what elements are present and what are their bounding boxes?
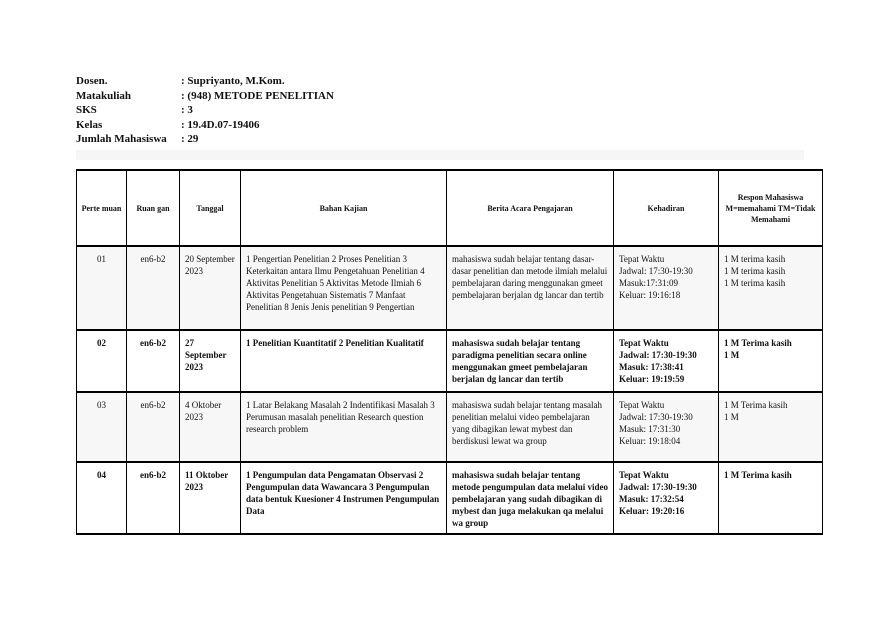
kehadiran-jadwal: Jadwal: 17:30-19:30 (619, 412, 693, 422)
cell-tanggal: 4 Oktober 2023 (180, 392, 241, 462)
cell-bahan-kajian: 1 Pengumpulan data Pengamatan Observasi 2 Pengumpulan data Wawancara 3 Pengumpulan data bentuk Kuesioner 4 Instrumen Pengumpulan Data (241, 462, 447, 534)
header-value: : (948) METODE PENELITIAN (181, 89, 334, 102)
respon-line: 1 M Terima kasih (724, 470, 792, 480)
respon-line: 1 M Terima kasih (724, 338, 792, 348)
col-header-respon: Respon Mahasiswa M=memahami TM=Tidak Memahami (719, 170, 823, 246)
kehadiran-keluar: Keluar: 19:19:59 (619, 374, 685, 384)
header-value: : 19.4D.07-19406 (181, 118, 260, 131)
cell-ruangan: en6-b2 (127, 246, 180, 330)
table-row (77, 392, 823, 462)
col-header-berita-acara: Berita Acara Pengajaran (447, 170, 614, 246)
cell-tanggal: 27 September 2023 (180, 330, 241, 392)
header-label: Dosen. (76, 75, 108, 87)
cell-bahan-kajian: 1 Pengertian Penelitian 2 Proses Penelitian 3 Keterkaitan antara Ilmu Pengetahuan Penelitian 4 Aktivitas Penelitian 5 Aktivitas Metode Ilmiah 6 Aktivitas Pengetahuan Sistematis 7 Manfaat Penelitian 8 Jenis Jenis penelitian 9 Pengertian (241, 246, 447, 330)
respon-line: 1 M terima kasih (724, 254, 786, 264)
header-row-dosen (76, 74, 334, 89)
kehadiran-jadwal: Jadwal: 17:30-19:30 (619, 266, 693, 276)
kehadiran-masuk: Masuk: 17:31:30 (619, 424, 681, 434)
cell-berita-acara: mahasiswa sudah belajar tentang masalah penelitian melalui video pembelajaran yang dibagikan lewat mybest dan berdiskusi lewat wa group (447, 392, 614, 462)
course-header (76, 74, 334, 147)
cell-pertemuan: 01 (77, 246, 127, 330)
header-label: Matakuliah (76, 89, 132, 102)
cell-berita-acara: mahasiswa sudah belajar tentang metode pengumpulan data melalui video pembelajaran yang sudah dibagikan di mybest dan juga melakukan qa melalui wa group (447, 462, 614, 534)
kehadiran-masuk: Masuk:17:31:09 (619, 278, 679, 288)
header-row-sks (76, 103, 334, 118)
table-row (77, 330, 823, 392)
col-header-ruangan: Ruan gan (127, 170, 180, 246)
kehadiran-jadwal: Jadwal: 17:30-19:30 (619, 350, 697, 360)
header-label: Jumlah Mahasiswa (76, 133, 167, 146)
cell-tanggal: 20 September 2023 (180, 246, 241, 330)
cell-ruangan: en6-b2 (127, 330, 180, 392)
respon-line: 1 M (724, 350, 740, 360)
header-value: : 29 (181, 133, 199, 146)
header-value: : 3 (181, 104, 193, 117)
cell-kehadiran (614, 392, 719, 462)
respon-line: 1 M terima kasih (724, 266, 786, 276)
header-row-jumlah-mahasiswa (76, 132, 334, 147)
header-value: : Supriyanto, M.Kom. (181, 75, 285, 87)
kehadiran-keluar: Keluar: 19:20:16 (619, 506, 685, 516)
table-header-row (77, 170, 823, 246)
cell-pertemuan: 02 (77, 330, 127, 392)
header-row-kelas (76, 118, 334, 133)
kehadiran-keluar: Keluar: 19:18:04 (619, 436, 681, 446)
cell-respon (719, 392, 823, 462)
col-header-kehadiran: Kehadiran (614, 170, 719, 246)
col-header-bahan-kajian: Bahan Kajian (241, 170, 447, 246)
kehadiran-status: Tepat Waktu (619, 338, 669, 348)
kehadiran-keluar: Keluar: 19:16:18 (619, 290, 681, 300)
cell-pertemuan: 03 (77, 392, 127, 462)
col-header-tanggal: Tanggal (180, 170, 241, 246)
header-row-matakuliah (76, 89, 334, 104)
respon-line: 1 M Terima kasih (724, 400, 788, 410)
respon-line: 1 M terima kasih (724, 278, 786, 288)
cell-kehadiran (614, 330, 719, 392)
header-label: Kelas (76, 118, 103, 131)
kehadiran-status: Tepat Waktu (619, 470, 669, 480)
cell-ruangan: en6-b2 (127, 392, 180, 462)
kehadiran-masuk: Masuk: 17:32:54 (619, 494, 684, 504)
cell-berita-acara: mahasiswa sudah belajar tentang paradigma penelitian secara online menggunakan gmeet pembelajaran berjalan dg lancar dan tertib (447, 330, 614, 392)
kehadiran-jadwal: Jadwal: 17:30-19:30 (619, 482, 697, 492)
respon-line: 1 M (724, 412, 739, 422)
col-header-pertemuan: Perte muan (77, 170, 127, 246)
cell-berita-acara: mahasiswa sudah belajar tentang dasar-dasar penelitian dan metode ilmiah melalui pembelajaran daring menggunakan gmeet pembelajaran berjalan dg lancar dan tertib (447, 246, 614, 330)
kehadiran-status: Tepat Waktu (619, 254, 665, 264)
header-label: SKS (76, 104, 97, 117)
table-row (77, 246, 823, 330)
separator-band (76, 150, 804, 160)
cell-respon (719, 246, 823, 330)
cell-respon (719, 462, 823, 534)
kehadiran-status: Tepat Waktu (619, 400, 665, 410)
cell-pertemuan: 04 (77, 462, 127, 534)
cell-tanggal: 11 Oktober 2023 (180, 462, 241, 534)
cell-kehadiran (614, 462, 719, 534)
cell-bahan-kajian: 1 Latar Belakang Masalah 2 Indentifikasi Masalah 3 Perumusan masalah penelitian Research question research problem (241, 392, 447, 462)
attendance-table (76, 169, 823, 535)
kehadiran-masuk: Masuk: 17:38:41 (619, 362, 684, 372)
cell-respon (719, 330, 823, 392)
cell-kehadiran (614, 246, 719, 330)
cell-bahan-kajian: 1 Penelitian Kuantitatif 2 Penelitian Kualitatif (241, 330, 447, 392)
table-row (77, 462, 823, 534)
cell-ruangan: en6-b2 (127, 462, 180, 534)
